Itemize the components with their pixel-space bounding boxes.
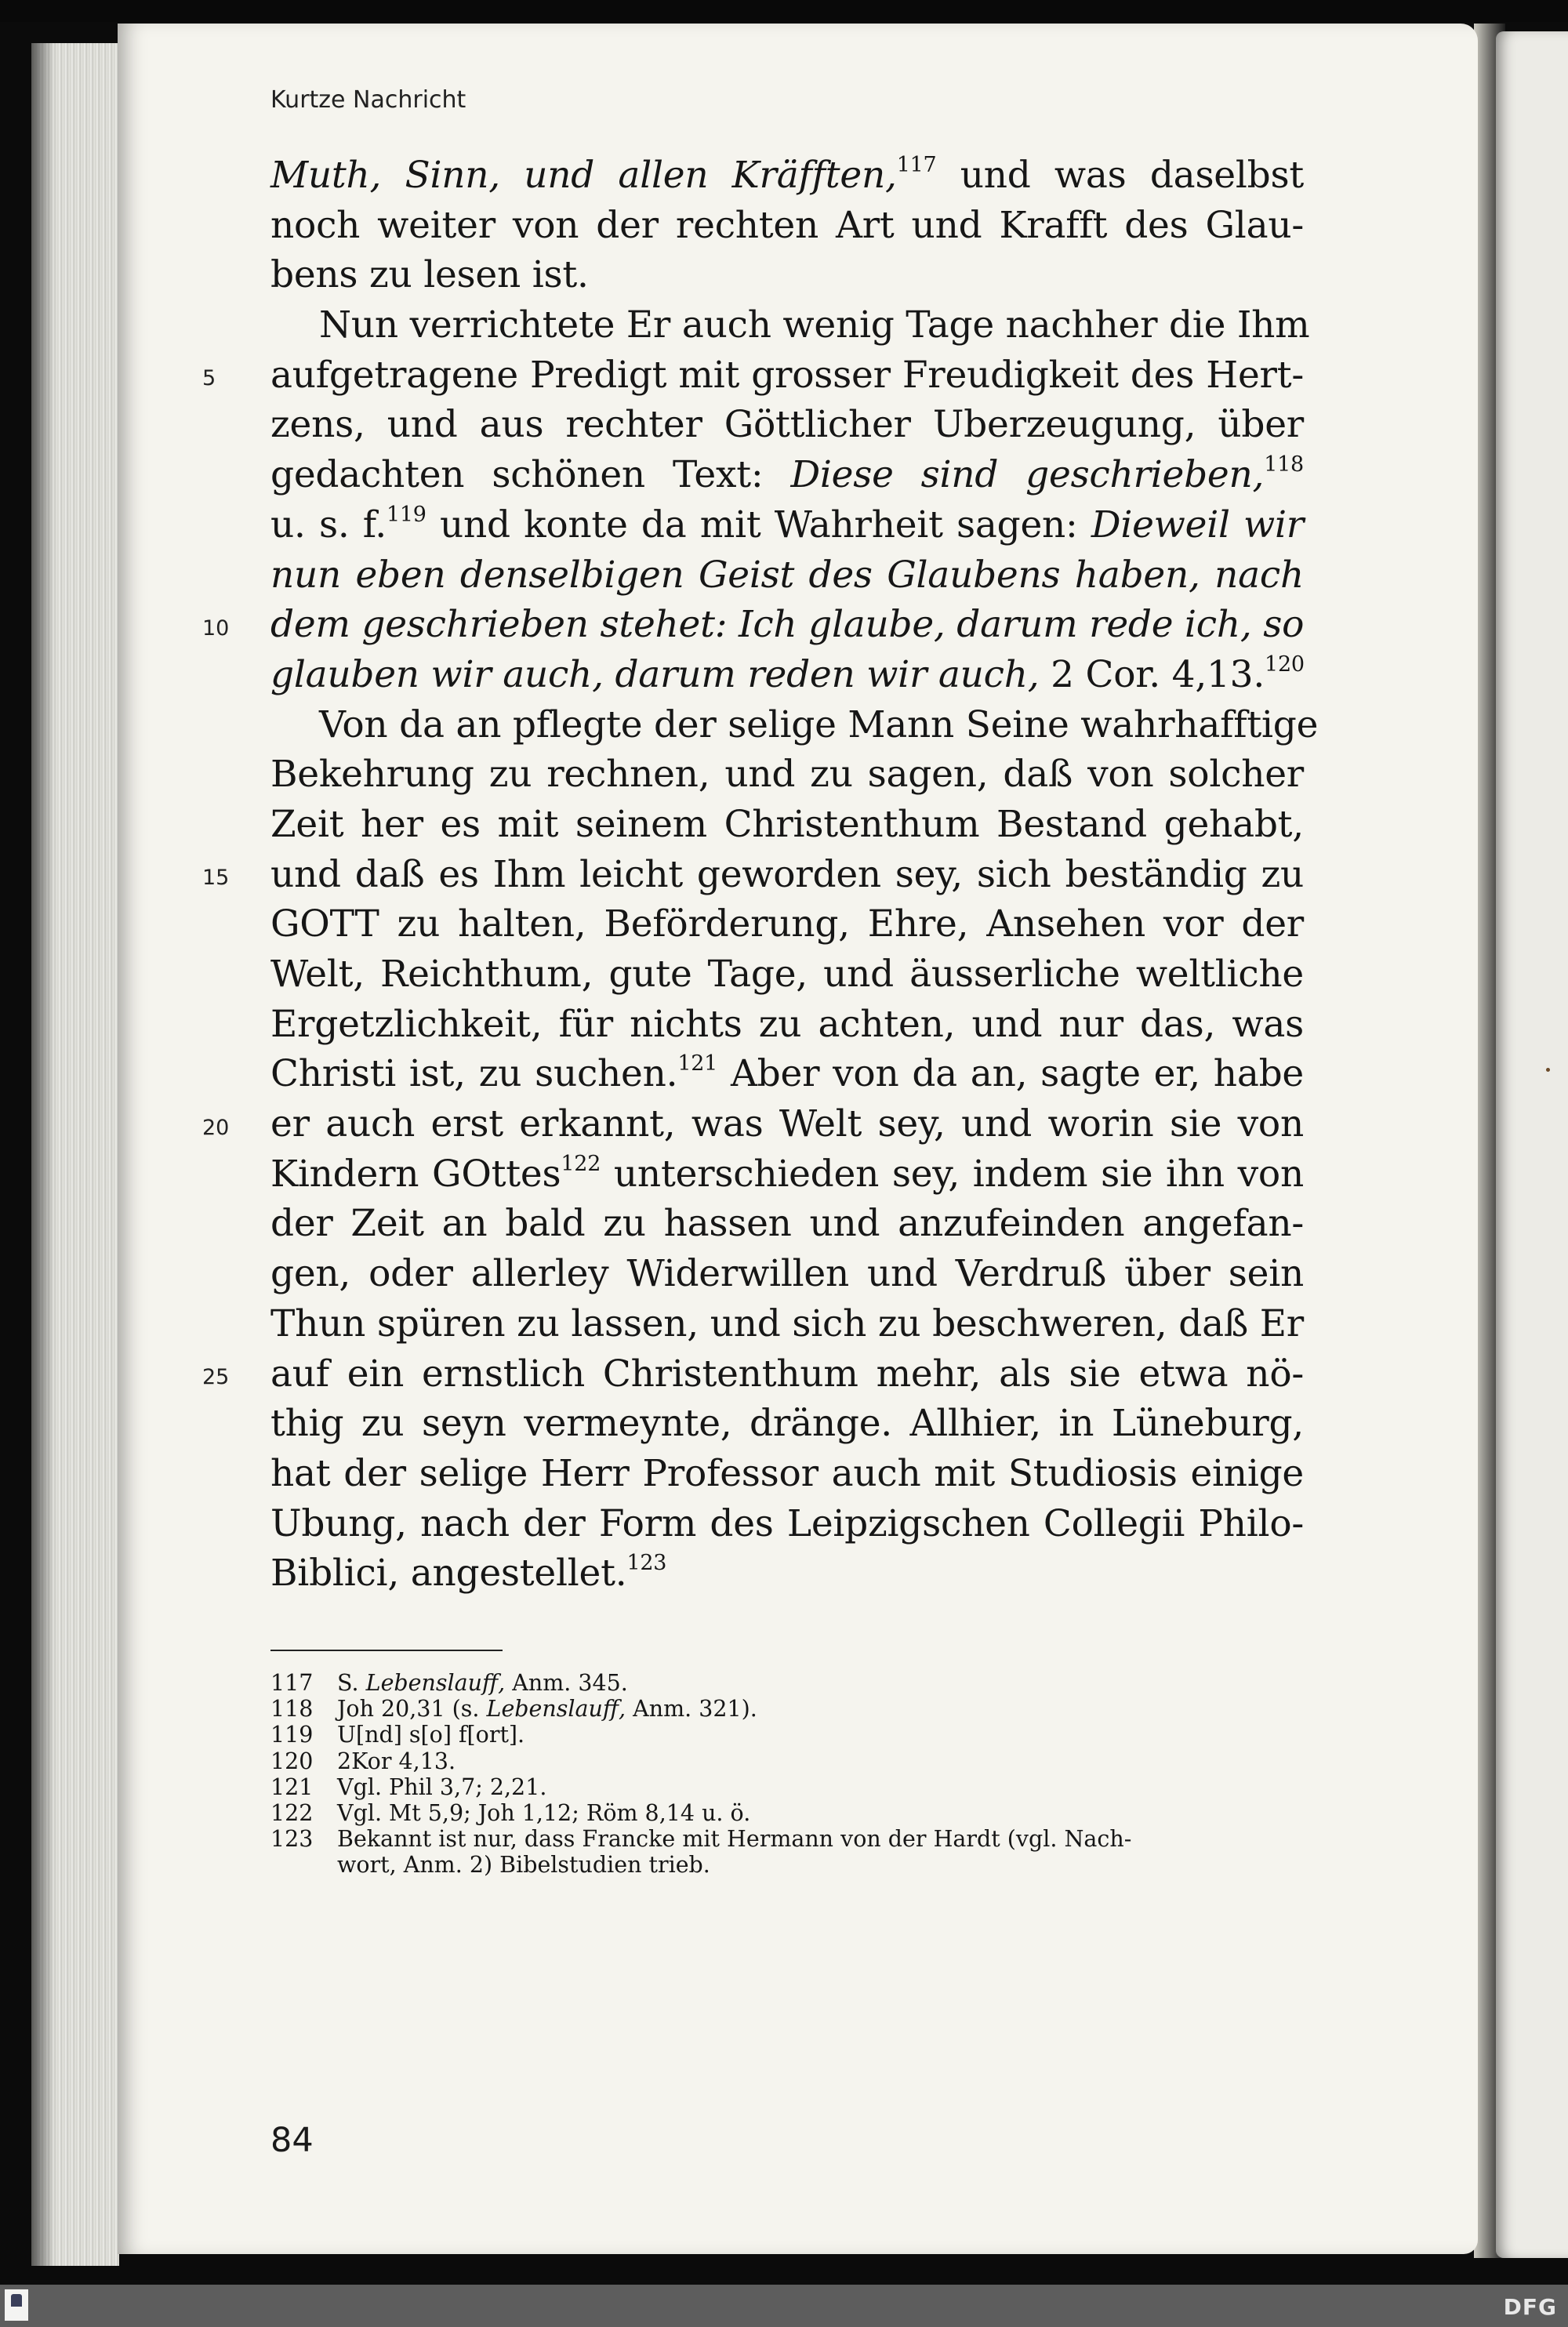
text-line: nun eben denselbigen Geist des Glaubens haben, nach <box>270 553 1304 597</box>
viewer-footer <box>0 2285 1568 2327</box>
main-text <box>270 151 1319 1599</box>
text-line: GOTT zu halten, Beförderung, Ehre, Ansehen vor der <box>270 902 1304 946</box>
text-line: gedachten schönen Text: Diese sind geschrieben,$^{118}$ <box>270 452 1304 497</box>
text-line: der Zeit an bald zu hassen und anzufeinden angefan- <box>270 1202 1304 1246</box>
text-line: zens, und aus rechter Göttlicher Uberzeugung, über <box>270 403 1304 447</box>
text-line: noch weiter von der rechten Art und Krafft des Glau- <box>270 203 1304 247</box>
text-line: Zeit her es mit seinem Christenthum Bestand gehabt, <box>270 802 1304 846</box>
line-number-20: 20 <box>202 1116 230 1140</box>
text-line: Kindern GOttes$^{122}$ unterschieden sey, indem sie ihn von <box>270 1151 1304 1196</box>
text-line: thig zu seyn vermeynte, dränge. Allhier, in Lüneburg, <box>270 1402 1304 1446</box>
text-line: u. s. f.$^{119}$ und konte da mit Wahrheit sagen: Dieweil wir <box>270 502 1305 546</box>
footnote-ref-123[interactable]: 123 <box>626 1551 667 1576</box>
facing-page-edge <box>1496 31 1568 2258</box>
footnote-ref-120[interactable]: 120 <box>1265 652 1305 677</box>
footnote-ref-117[interactable]: 117 <box>896 153 937 177</box>
text-line: auf ein ernstlich Christenthum mehr, als sie etwa nö- <box>270 1352 1304 1396</box>
text-line: er auch erst erkannt, was Welt sey, und worin sie von <box>270 1102 1304 1146</box>
text-line: aufgetragene Predigt mit grosser Freudigkeit des Hert- <box>270 353 1304 397</box>
line-number-5: 5 <box>202 366 216 390</box>
text-line: Christi ist, zu suchen.$^{121}$ Aber von da an, sagte er, habe <box>270 1051 1304 1096</box>
text-line: Muth, Sinn, und allen Kräfften,$^{117}$ und was daselbst <box>270 153 1304 197</box>
line-number-10: 10 <box>202 616 230 641</box>
footnotes <box>270 1670 1305 1879</box>
footnote-117: 117 S. Lebenslauff, Anm. 345. <box>270 1670 628 1696</box>
footnote-121: 121 Vgl. Phil 3,7; 2,21. <box>270 1773 547 1800</box>
library-logo-icon <box>11 2294 22 2307</box>
text-line: Biblici, angestellet.$^{123}$ <box>270 1551 667 1596</box>
footnote-ref-119[interactable]: 119 <box>386 502 426 527</box>
footnote-118: 118 Joh 20,31 (s. Lebenslauff, Anm. 321). <box>270 1696 757 1723</box>
text-line: bens zu lesen ist. <box>270 253 589 297</box>
footnote-122: 122 Vgl. Mt 5,9; Joh 1,12; Röm 8,14 u. ö. <box>270 1799 751 1826</box>
text-line: gen, oder allerley Widerwillen und Verdruß über sein <box>270 1252 1304 1296</box>
dfg-mark: DFG <box>1503 2294 1557 2320</box>
footnote-ref-122[interactable]: 122 <box>561 1151 601 1176</box>
text-line: Thun spüren zu lassen, und sich zu beschweren, daß Er <box>270 1301 1304 1345</box>
footnote-120: 120 2Kor 4,13. <box>270 1748 456 1774</box>
running-head: Kurtze Nachricht <box>270 86 466 114</box>
text-line: Ubung, nach der Form des Leipzigschen Collegii Philo- <box>270 1501 1304 1545</box>
text-line: glauben wir auch, darum reden wir auch, 2 Cor. 4,13.$^{120}$ <box>270 652 1305 696</box>
footnote-119: 119 U[nd] s[o] f[ort]. <box>270 1722 525 1748</box>
text-line: Welt, Reichthum, gute Tage, und äusserliche weltliche <box>270 953 1304 996</box>
text-line: Nun verrichtete Er auch wenig Tage nachher die Ihm <box>319 303 1310 347</box>
scan-top-border <box>0 0 1568 22</box>
line-number-25: 25 <box>202 1365 230 1389</box>
paper-speck <box>1546 1068 1550 1072</box>
text-line: Bekehrung zu rechnen, und zu sagen, daß von solcher <box>270 753 1304 797</box>
footnote-ref-118[interactable]: 118 <box>1264 452 1304 477</box>
footnote-123-continued: wort, Anm. 2) Bibelstudien trieb. <box>337 1852 710 1879</box>
text-line: hat der selige Herr Professor auch mit Studiosis einige <box>270 1451 1304 1495</box>
text-line: und daß es Ihm leicht geworden sey, sich beständig zu <box>270 852 1304 896</box>
page-number: 84 <box>270 2121 314 2160</box>
page-stack-shade <box>31 43 55 2266</box>
text-line: dem geschrieben stehet: Ich glaube, darum rede ich, so <box>270 603 1305 647</box>
footnote-rule <box>270 1650 503 1651</box>
footnote-123: 123 Bekannt ist nur, dass Francke mit Hermann von der Hardt (vgl. Nach- <box>270 1826 1132 1853</box>
footnote-ref-121[interactable]: 121 <box>677 1051 718 1076</box>
text-line: Ergetzlichkeit, für nichts zu achten, und nur das, was <box>270 1002 1304 1046</box>
text-line: Von da an pflegte der selige Mann Seine wahrhafftige <box>319 702 1319 746</box>
line-number-15: 15 <box>202 866 230 890</box>
